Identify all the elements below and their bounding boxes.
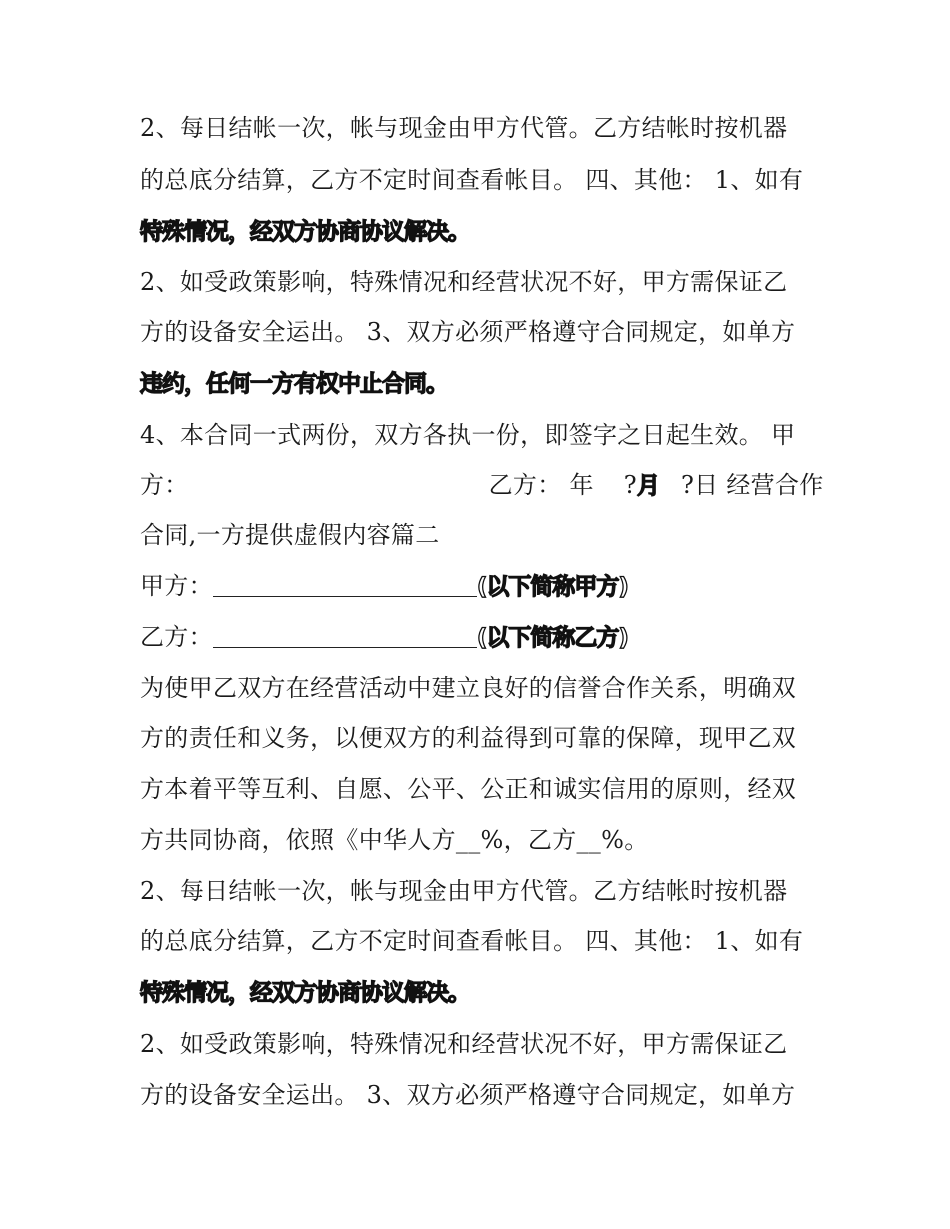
party-b-blank bbox=[213, 623, 477, 648]
party-b-signature-label: 乙方： bbox=[488, 471, 562, 499]
text-line: 2、如受政策影响，特殊情况和经营状况不好，甲方需保证乙 bbox=[140, 1030, 788, 1058]
party-a-note: (以下简称甲方) bbox=[476, 574, 628, 600]
text-line: 2、每日结帐一次，帐与现金由甲方代管。乙方结帐时按机器 bbox=[140, 114, 788, 142]
party-b-line bbox=[140, 622, 820, 653]
text-line: 方共同协商，依照《中华人方__%，乙方__%。 bbox=[140, 826, 649, 854]
party-a-line bbox=[140, 571, 820, 602]
text-line: 2、每日结帐一次，帐与现金由甲方代管。乙方结帐时按机器 bbox=[140, 877, 788, 905]
text-line: 的总底分结算，乙方不定时间查看帐目。 四、其他： 1、如有 bbox=[140, 166, 804, 194]
party-b-label: 乙方： bbox=[140, 623, 213, 651]
text-line: 的总底分结算，乙方不定时间查看帐目。 四、其他： 1、如有 bbox=[140, 927, 804, 955]
text-line: 方的责任和义务，以便双方的利益得到可靠的保障，现甲乙双 bbox=[140, 724, 797, 752]
tail-text: 经营合作 bbox=[726, 471, 824, 499]
text-line: 4、本合同一式两份，双方各执一份，即签字之日起生效。 甲 bbox=[140, 421, 796, 449]
party-b-note: (以下简称乙方) bbox=[476, 625, 628, 651]
month-label: 月 bbox=[636, 473, 659, 499]
party-a-blank bbox=[213, 572, 477, 597]
text-line: 方的设备安全运出。 3、双方必须严格遵守合同规定，如单方 bbox=[140, 1081, 796, 1109]
text-line: 方本着平等互利、自愿、公平、公正和诚实信用的原则，经双 bbox=[140, 775, 797, 803]
month-placeholder: ? bbox=[623, 471, 637, 499]
signature-line bbox=[140, 470, 824, 501]
text-line: 为使甲乙双方在经营活动中建立良好的信誉合作关系，明确双 bbox=[140, 674, 797, 702]
outlined-text-line: 特殊情况，经双方协商协议解决。 bbox=[140, 980, 470, 1006]
party-a-label: 甲方： bbox=[140, 572, 213, 600]
outlined-text-line: 违约，任何一方有权中止合同。 bbox=[140, 371, 448, 397]
section-title: 合同,一方提供虚假内容篇二 bbox=[140, 521, 440, 549]
year-label: 年 bbox=[569, 471, 594, 499]
outlined-text-line: 特殊情况，经双方协商协议解决。 bbox=[140, 219, 470, 245]
day-label: ?日 bbox=[680, 471, 719, 499]
text-line: 方的设备安全运出。 3、双方必须严格遵守合同规定，如单方 bbox=[140, 318, 796, 346]
text-line: 2、如受政策影响，特殊情况和经营状况不好，甲方需保证乙 bbox=[140, 268, 788, 296]
party-a-signature-label: 方： bbox=[140, 471, 189, 499]
